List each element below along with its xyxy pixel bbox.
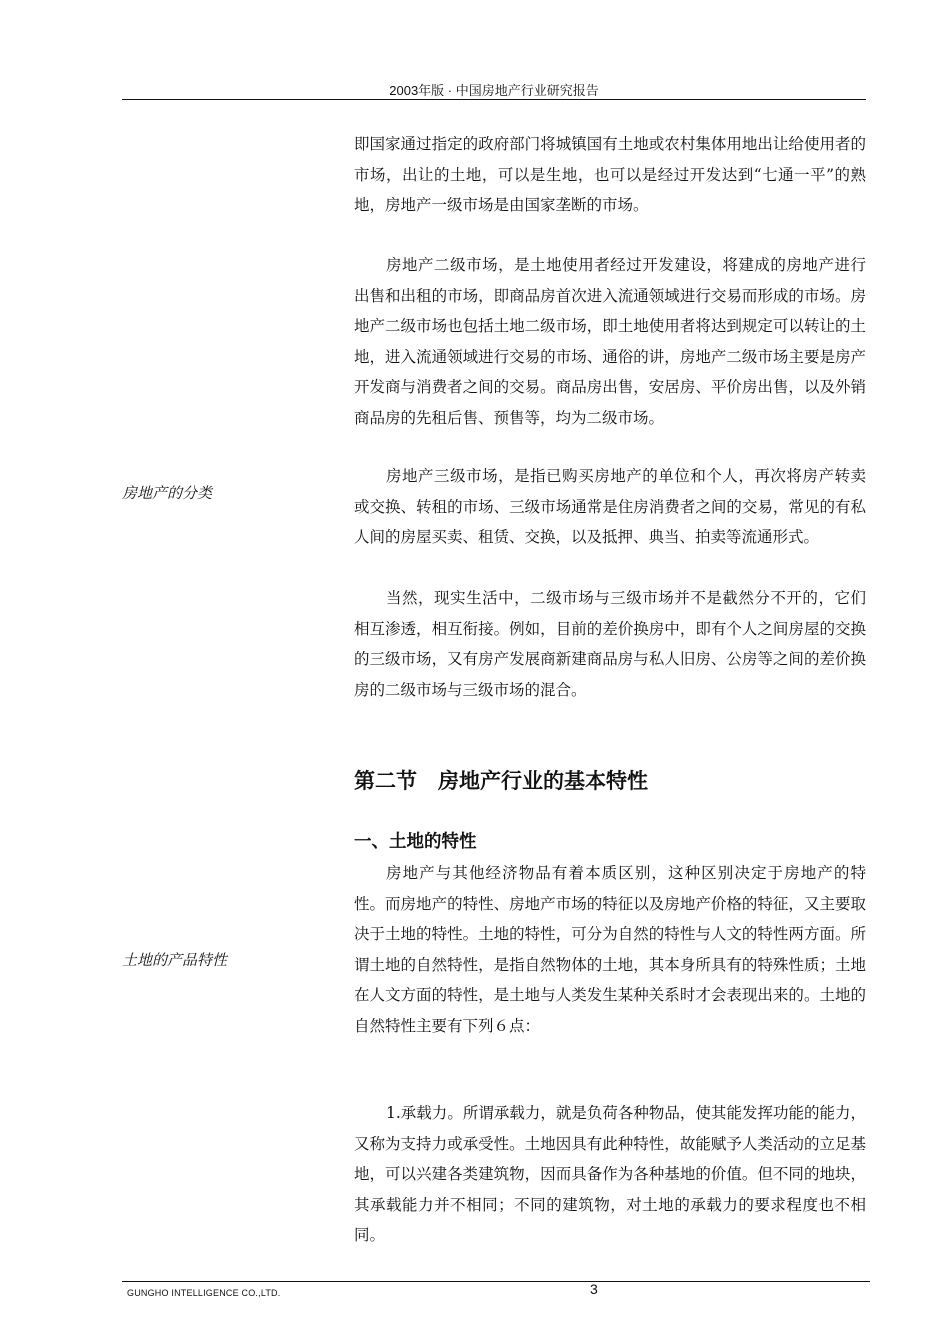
page-number: 3 (590, 1281, 598, 1297)
footer-rule (122, 1281, 870, 1282)
margin-note-classification: 房地产的分类 (122, 484, 213, 502)
body-paragraph-5: 房地产与其他经济物品有着本质区别，这种区别决定于房地产的特性。而房地产的特性、房地产市场的特征以及房地产价格的特征，又主要取决于土地的特性。土地的特性，可分为自然的特性与人文的特性两方面。所谓土地的自然特性，是指自然物体的土地，其本身所具有的特殊性质；土地在人文方面的特性，是土地与人类发生某种关系时才会表现出来的。土地的自然特性主要有下列６点： (354, 864, 866, 1035)
section-title: 第二节 房地产行业的基本特性 (354, 769, 648, 793)
sub-section-title: 一、土地的特性 (354, 832, 477, 852)
body-paragraph-1: 即国家通过指定的政府部门将城镇国有土地或农村集体用地出让给使用者的市场，出让的土地，可以是生地，也可以是经过开发达到“七通一平”的熟地，房地产一级市场是由国家垄断的市场。 (354, 135, 866, 214)
running-header-title: 2003年版 · 中国房地产行业研究报告 (389, 83, 599, 98)
margin-note-land-features: 土地的产品特性 (122, 951, 228, 969)
body-paragraph-3: 房地产三级市场，是指已购买房地产的单位和个人，再次将房产转卖或交换、转租的市场、三级市场通常是住房消费者之间的交易，常见的有私人间的房屋买卖、租赁、交换，以及抵押、典当、拍卖等流通形式。 (354, 467, 866, 546)
body-paragraph-6: 1.承载力。所谓承载力，就是负荷各种物品，使其能发挥功能的能力，又称为支持力或承受性。土地因具有此种特性，故能赋予人类活动的立足基地，可以兴建各类建筑物，因而具备作为各种基地的价值。但不同的地块，其承载能力并不相同；不同的建筑物，对土地的承载力的要求程度也不相同。 (354, 1104, 866, 1244)
footer-company-name: GUNGHO INTELLIGENCE CO.,LTD. (127, 1288, 281, 1298)
header-rule (122, 99, 866, 100)
body-paragraph-4: 当然，现实生活中，二级市场与三级市场并不是截然分不开的，它们相互渗透，相互衔接。例如，目前的差价换房中，即有个人之间房屋的交换的三级市场，又有房产发展商新建商品房与私人旧房、公房等之间的差价换房的二级市场与三级市场的混合。 (354, 589, 866, 699)
body-paragraph-2: 房地产二级市场，是土地使用者经过开发建设，将建成的房地产进行出售和出租的市场，即商品房首次进入流通领域进行交易而形成的市场。房地产二级市场也包括土地二级市场，即土地使用者将达到规定可以转让的土地，进入流通领域进行交易的市场、通俗的讲，房地产二级市场主要是房产开发商与消费者之间的交易。商品房出售，安居房、平价房出售，以及外销商品房的先租后售、预售等，均为二级市场。 (354, 256, 866, 427)
